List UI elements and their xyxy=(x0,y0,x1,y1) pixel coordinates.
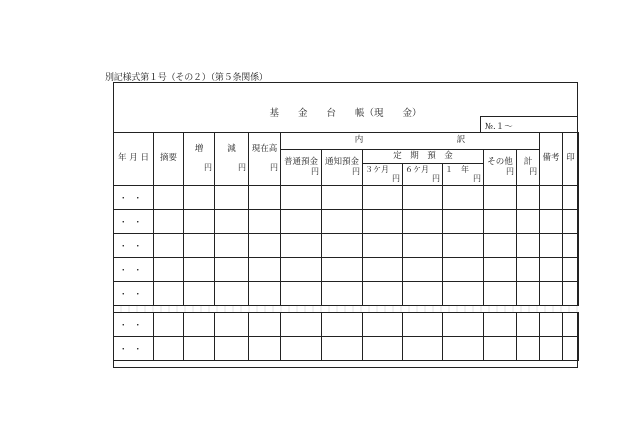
yen-unit: 円 xyxy=(352,166,360,176)
header-one-year xyxy=(443,164,484,186)
ledger-row xyxy=(114,258,579,282)
row-cell[interactable] xyxy=(517,258,540,282)
row-date[interactable]: ・・ xyxy=(114,186,154,210)
yen-unit: 円 xyxy=(238,162,246,172)
row-date[interactable]: ・・ xyxy=(114,313,154,337)
row-cell[interactable] xyxy=(184,210,215,234)
page-number-box: №.１～ xyxy=(480,116,577,132)
header-ordinary-deposit-label: 普通預金 xyxy=(283,157,318,168)
row-cell[interactable] xyxy=(363,186,403,210)
ledger-row xyxy=(114,186,579,210)
header-one-year-label: １ 年 xyxy=(445,164,469,174)
yen-unit: 円 xyxy=(506,166,514,176)
row-cell[interactable] xyxy=(215,337,249,361)
row-cell[interactable] xyxy=(184,186,215,210)
row-cell[interactable] xyxy=(517,186,540,210)
row-cell[interactable] xyxy=(249,186,281,210)
row-cell[interactable] xyxy=(281,234,322,258)
header-breakdown: 内 訳 xyxy=(281,133,540,150)
header-increase-label: 増 xyxy=(194,144,204,155)
row-date[interactable]: ・・ xyxy=(114,210,154,234)
row-cell[interactable] xyxy=(443,337,484,361)
ledger-row xyxy=(114,282,579,306)
header-increase xyxy=(184,133,215,186)
row-cell[interactable] xyxy=(154,282,184,306)
row-cell[interactable] xyxy=(249,313,281,337)
row-cell[interactable] xyxy=(517,210,540,234)
row-cell[interactable] xyxy=(322,313,363,337)
row-cell[interactable] xyxy=(563,258,579,282)
row-cell[interactable] xyxy=(563,186,579,210)
header-decrease xyxy=(215,133,249,186)
row-date[interactable]: ・・ xyxy=(114,258,154,282)
row-cell[interactable] xyxy=(249,258,281,282)
row-cell[interactable] xyxy=(322,186,363,210)
table-break-mark xyxy=(114,306,579,313)
row-cell[interactable] xyxy=(154,313,184,337)
row-cell[interactable] xyxy=(154,258,184,282)
header-balance xyxy=(249,133,281,186)
row-cell[interactable] xyxy=(154,210,184,234)
ledger-title: 基 金 台 帳（現 金） xyxy=(269,108,422,119)
header-three-months xyxy=(363,164,403,186)
header-time-deposit: 定 期 預 金 xyxy=(363,150,484,164)
yen-unit: 円 xyxy=(392,173,400,183)
yen-unit: 円 xyxy=(529,166,538,176)
yen-unit: 円 xyxy=(204,162,212,172)
row-cell[interactable] xyxy=(281,210,322,234)
row-cell[interactable] xyxy=(215,210,249,234)
header-ordinary-deposit xyxy=(281,150,322,186)
yen-unit: 円 xyxy=(432,173,440,183)
header-other-label: その他 xyxy=(487,157,513,168)
row-cell[interactable] xyxy=(403,210,443,234)
ledger-row xyxy=(114,337,579,361)
row-cell[interactable] xyxy=(363,258,403,282)
row-cell[interactable] xyxy=(484,210,517,234)
row-cell[interactable] xyxy=(184,258,215,282)
header-six-months xyxy=(403,164,443,186)
row-cell[interactable] xyxy=(484,186,517,210)
row-cell[interactable] xyxy=(517,234,540,258)
row-cell[interactable] xyxy=(484,258,517,282)
row-cell[interactable] xyxy=(563,282,579,306)
header-notice-deposit xyxy=(322,150,363,186)
row-cell[interactable] xyxy=(249,337,281,361)
row-cell[interactable] xyxy=(517,282,540,306)
header-seal: 印 xyxy=(563,133,579,186)
row-cell[interactable] xyxy=(322,234,363,258)
header-three-months-label: ３ケ月 xyxy=(365,164,389,174)
row-cell[interactable] xyxy=(184,313,215,337)
row-cell[interactable] xyxy=(403,258,443,282)
row-date[interactable]: ・・ xyxy=(114,282,154,306)
row-cell[interactable] xyxy=(443,210,484,234)
header-summary: 摘要 xyxy=(154,133,184,186)
row-cell[interactable] xyxy=(484,282,517,306)
row-cell[interactable] xyxy=(249,234,281,258)
row-cell[interactable] xyxy=(540,282,563,306)
row-cell[interactable] xyxy=(281,313,322,337)
row-cell[interactable] xyxy=(215,258,249,282)
row-cell[interactable] xyxy=(281,282,322,306)
row-cell[interactable] xyxy=(484,313,517,337)
row-cell[interactable] xyxy=(540,210,563,234)
row-cell[interactable] xyxy=(403,282,443,306)
header-total-label: 計 xyxy=(523,157,533,168)
header-balance-label: 現在高 xyxy=(251,144,278,155)
row-cell[interactable] xyxy=(443,234,484,258)
row-cell[interactable] xyxy=(484,337,517,361)
row-cell[interactable] xyxy=(281,186,322,210)
header-remarks: 備考 xyxy=(540,133,563,186)
row-cell[interactable] xyxy=(215,234,249,258)
ledger-row xyxy=(114,210,579,234)
row-cell[interactable] xyxy=(540,234,563,258)
row-cell[interactable] xyxy=(540,258,563,282)
row-cell[interactable] xyxy=(154,186,184,210)
row-cell[interactable] xyxy=(184,337,215,361)
row-cell[interactable] xyxy=(249,282,281,306)
row-cell[interactable] xyxy=(484,234,517,258)
row-cell[interactable] xyxy=(215,282,249,306)
row-cell[interactable] xyxy=(363,337,403,361)
header-decrease-label: 減 xyxy=(227,144,236,155)
row-cell[interactable] xyxy=(403,186,443,210)
header-total xyxy=(517,150,540,186)
ledger-row xyxy=(114,234,579,258)
header-six-months-label: ６ケ月 xyxy=(405,164,429,174)
ledger-frame xyxy=(113,82,578,368)
row-cell[interactable] xyxy=(322,258,363,282)
ledger-row xyxy=(114,313,579,337)
row-date[interactable]: ・・ xyxy=(114,234,154,258)
row-cell[interactable] xyxy=(363,282,403,306)
row-cell[interactable] xyxy=(281,337,322,361)
row-cell[interactable] xyxy=(322,337,363,361)
row-cell[interactable] xyxy=(403,234,443,258)
row-cell[interactable] xyxy=(154,337,184,361)
row-cell[interactable] xyxy=(403,313,443,337)
row-cell[interactable] xyxy=(322,210,363,234)
row-cell[interactable] xyxy=(363,234,403,258)
row-cell[interactable] xyxy=(363,313,403,337)
row-cell[interactable] xyxy=(443,258,484,282)
row-cell[interactable] xyxy=(184,282,215,306)
row-cell[interactable] xyxy=(540,337,563,361)
row-cell[interactable] xyxy=(563,210,579,234)
header-other xyxy=(484,150,517,186)
row-cell[interactable] xyxy=(443,282,484,306)
yen-unit: 円 xyxy=(311,166,319,176)
row-cell[interactable] xyxy=(184,234,215,258)
table-break xyxy=(114,306,579,313)
row-cell[interactable] xyxy=(215,186,249,210)
form-caption: 別記様式第１号（その２）（第５条関係） xyxy=(105,73,268,83)
row-cell[interactable] xyxy=(563,313,579,337)
row-cell[interactable] xyxy=(563,234,579,258)
row-cell[interactable] xyxy=(249,210,281,234)
row-cell[interactable] xyxy=(540,186,563,210)
header-date: 年 月 日 xyxy=(114,133,154,186)
row-cell[interactable] xyxy=(403,337,443,361)
row-cell[interactable] xyxy=(322,282,363,306)
ledger-table xyxy=(113,132,579,361)
row-cell[interactable] xyxy=(517,337,540,361)
row-cell[interactable] xyxy=(540,313,563,337)
yen-unit: 円 xyxy=(270,162,278,172)
row-cell[interactable] xyxy=(363,210,403,234)
row-date[interactable]: ・・ xyxy=(114,337,154,361)
row-cell[interactable] xyxy=(517,313,540,337)
row-cell[interactable] xyxy=(154,234,184,258)
row-cell[interactable] xyxy=(281,258,322,282)
yen-unit: 円 xyxy=(473,173,481,183)
row-cell[interactable] xyxy=(443,313,484,337)
row-cell[interactable] xyxy=(443,186,484,210)
row-cell[interactable] xyxy=(215,313,249,337)
row-cell[interactable] xyxy=(563,337,579,361)
header-notice-deposit-label: 通知預金 xyxy=(324,157,359,168)
